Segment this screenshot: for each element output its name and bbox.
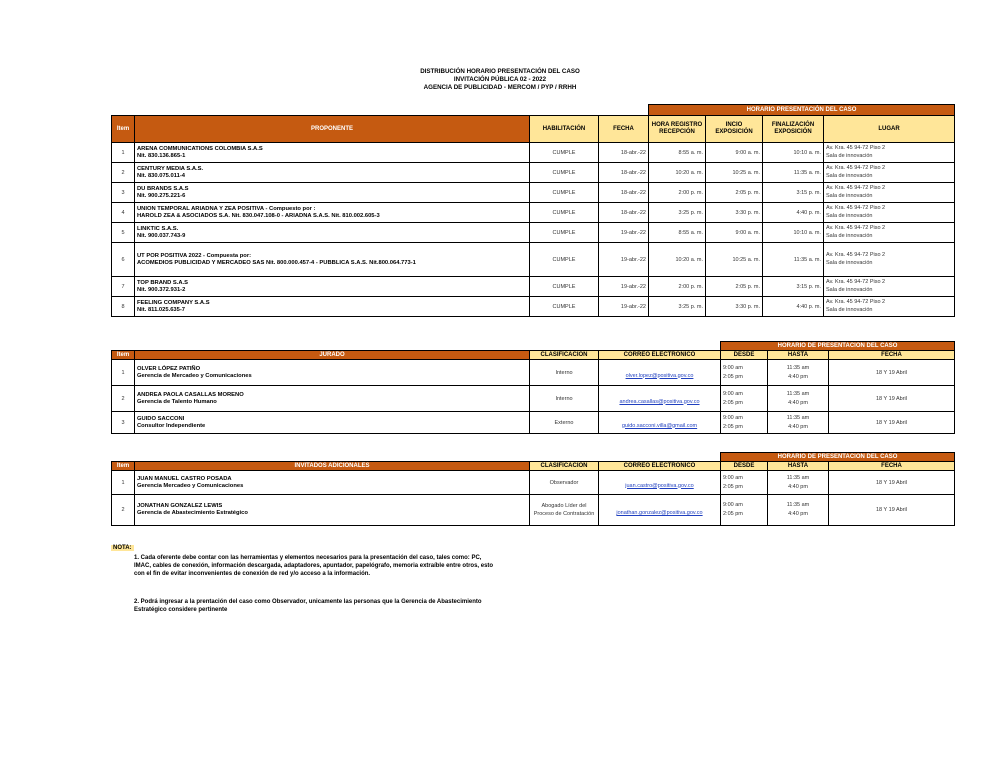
inicio: 9:00 a. m. (706, 223, 763, 243)
fecha: 18-abr.-22 (599, 203, 649, 223)
clasificacion: Interno (530, 386, 599, 412)
fecha: 18 Y 19 Abril (829, 471, 955, 495)
item-number: 1 (112, 360, 135, 386)
lugar: Av. Kra. 45 94-72 Piso 2 Sala de innovación (824, 223, 955, 243)
desde: 9:00 am 2:05 pm (721, 495, 768, 526)
col-correo: CORREO ELECTRÓNICO (599, 462, 721, 471)
item-number: 1 (112, 143, 135, 163)
col-desde: DESDE (721, 351, 768, 360)
doc-title-line3: AGENCIA DE PUBLICIDAD - MERCOM / PYP / RRHH (423, 84, 577, 91)
proponente: FEELING COMPANY S.A.S Nit. 811.025.635-7 (135, 297, 530, 317)
table-row (112, 183, 955, 203)
fecha: 18-abr.-22 (599, 163, 649, 183)
col-jurado: JURADO (135, 351, 530, 360)
finalizacion: 11:35 a. m. (763, 163, 824, 183)
col-registro: HORA REGISTRO RECEPCIÓN (649, 116, 706, 143)
col-desde: DESDE (721, 462, 768, 471)
item-number: 2 (112, 386, 135, 412)
fecha: 18 Y 19 Abril (829, 386, 955, 412)
table-row (112, 412, 955, 434)
col-correo: CORREO ELECTRÓNICO (599, 351, 721, 360)
email-cell (599, 495, 721, 526)
hasta: 11:35 am 4:40 pm (768, 386, 829, 412)
col-fecha: FECHA (599, 116, 649, 143)
item-number: 6 (112, 243, 135, 277)
fecha: 18 Y 19 Abril (829, 360, 955, 386)
inicio: 2:05 p. m. (706, 277, 763, 297)
hasta: 11:35 am 4:40 pm (768, 360, 829, 386)
lugar: Av. Kra. 45 94-72 Piso 2 Sala de innovación (824, 143, 955, 163)
email-link[interactable]: guido.sacconi.villa@gmail.com (621, 422, 698, 429)
table-row (112, 223, 955, 243)
item-number: 8 (112, 297, 135, 317)
jurado-name: GUIDO SACCONI Consultor Independiente (135, 412, 530, 434)
proponente: LINKTIC S.A.S. Nit. 900.037.743-9 (135, 223, 530, 243)
doc-title-line1: DISTRIBUCIÓN HORARIO PRESENTACIÓN DEL CASO (420, 68, 580, 75)
col-item: Item (112, 116, 135, 143)
item-number: 7 (112, 277, 135, 297)
fecha: 19-abr.-22 (599, 277, 649, 297)
finalizacion: 11:35 a. m. (763, 243, 824, 277)
group-header-row (112, 105, 955, 116)
table-row (112, 203, 955, 223)
hasta: 11:35 am 4:40 pm (768, 412, 829, 434)
nota-label: NOTA: (113, 545, 132, 551)
group-header: HORARIO DE PRESENTACIÓN DEL CASO (721, 453, 955, 462)
lugar: Av. Kra. 45 94-72 Piso 2 Sala de innovación (824, 163, 955, 183)
email-cell (599, 360, 721, 386)
email-cell (599, 412, 721, 434)
proponente: UNION TEMPORAL ARIADNA Y ZEA POSITIVA - Compuesto por : HAROLD ZEA & ASOCIADOS S.A. Nit. 830.047.108-0 - ARIADNA S.A.S. Nit. 810.002.605-3 (135, 203, 530, 223)
habilitacion: CUMPLE (530, 243, 599, 277)
fecha: 18-abr.-22 (599, 143, 649, 163)
col-finalizacion: FINALIZACIÓN EXPOSICIÓN (763, 116, 824, 143)
group-header: HORARIO DE PRESENTACIÓN DEL CASO (721, 342, 955, 351)
proponente: ARENA COMMUNICATIONS COLOMBIA S.A.S Nit. 830.136.865-1 (135, 143, 530, 163)
hasta: 11:35 am 4:40 pm (768, 495, 829, 526)
inicio: 10:25 a. m. (706, 243, 763, 277)
invitado-name: JUAN MANUEL CASTRO POSADA Gerencia Mercadeo y Comunicaciones (135, 471, 530, 495)
jurado-table (111, 341, 955, 434)
proponente: DU BRANDS S.A.S Nit. 900.275.221-6 (135, 183, 530, 203)
col-hasta: HASTA (768, 351, 829, 360)
item-number: 5 (112, 223, 135, 243)
table-row (112, 277, 955, 297)
item-number: 1 (112, 471, 135, 495)
email-link[interactable]: juan.castro@positiva.gov.co (625, 482, 694, 489)
hora-registro: 10:20 a. m. (649, 163, 706, 183)
hora-registro: 8:55 a. m. (649, 143, 706, 163)
lugar: Av. Kra. 45 94-72 Piso 2 Sala de innovación (824, 297, 955, 317)
hora-registro: 10:20 a. m. (649, 243, 706, 277)
jurado-name: ANDREA PAOLA CASALLAS MORENO Gerencia de Talento Humano (135, 386, 530, 412)
finalizacion: 3:15 p. m. (763, 277, 824, 297)
column-header-row (112, 116, 955, 143)
email-link[interactable]: andrea.casallas@positiva.gov.co (619, 398, 700, 405)
finalizacion: 4:40 p. m. (763, 203, 824, 223)
lugar: Av. Kra. 45 94-72 Piso 2 Sala de innovación (824, 203, 955, 223)
table-row (112, 471, 955, 495)
clasificacion: Observador (530, 471, 599, 495)
hora-registro: 3:25 p. m. (649, 297, 706, 317)
col-inicio: INCIO EXPOSICIÓN (706, 116, 763, 143)
habilitacion: CUMPLE (530, 297, 599, 317)
item-number: 3 (112, 412, 135, 434)
col-lugar: LUGAR (824, 116, 955, 143)
col-hasta: HASTA (768, 462, 829, 471)
table-row (112, 386, 955, 412)
fecha: 18 Y 19 Abril (829, 495, 955, 526)
table-row (112, 143, 955, 163)
desde: 9:00 am 2:05 pm (721, 471, 768, 495)
group-header-row (112, 342, 955, 351)
invitado-name: JONATHAN GONZALEZ LEWIS Gerencia de Abastecimiento Estratégico (135, 495, 530, 526)
habilitacion: CUMPLE (530, 203, 599, 223)
hora-registro: 8:55 a. m. (649, 223, 706, 243)
proponente: TOP BRAND S.A.S Nit. 900.372.931-2 (135, 277, 530, 297)
inicio: 9:00 a. m. (706, 143, 763, 163)
finalizacion: 10:10 a. m. (763, 143, 824, 163)
habilitacion: CUMPLE (530, 143, 599, 163)
proponentes-body (112, 143, 955, 317)
table-row (112, 297, 955, 317)
email-cell (599, 471, 721, 495)
inicio: 3:30 p. m. (706, 297, 763, 317)
desde: 9:00 am 2:05 pm (721, 360, 768, 386)
lugar: Av. Kra. 45 94-72 Piso 2 Sala de innovación (824, 183, 955, 203)
table-row (112, 495, 955, 526)
col-proponente: PROPONENTE (135, 116, 530, 143)
clasificacion: Interno (530, 360, 599, 386)
inicio: 3:30 p. m. (706, 203, 763, 223)
fecha: 19-abr.-22 (599, 297, 649, 317)
fecha: 19-abr.-22 (599, 243, 649, 277)
hora-registro: 2:00 p. m. (649, 277, 706, 297)
clasificacion: Externo (530, 412, 599, 434)
nota-label-wrap (111, 544, 134, 552)
finalizacion: 4:40 p. m. (763, 297, 824, 317)
item-number: 2 (112, 163, 135, 183)
col-clasificacion: CLASIFICACIÓN (530, 351, 599, 360)
hora-registro: 2:00 p. m. (649, 183, 706, 203)
col-fecha: FECHA (829, 462, 955, 471)
inicio: 2:05 p. m. (706, 183, 763, 203)
item-number: 4 (112, 203, 135, 223)
table-row (112, 163, 955, 183)
proponente: UT POR POSITIVA 2022 - Compuesta por: ACOMEDIOS PUBLICIDAD Y MERCADEO SAS Nit. 800.000.457-4 - PUBBLICA S.A.S. Nit.800.064.773-1 (135, 243, 530, 277)
nota-1: 1. Cada oferente debe contar con las herramientas y elementos necesarios para la presentación del caso, tales como: PC, IMAC, cables de conexión, información descargada, adaptadores, apuntador, papelógrafo, memoria extraíble entre otros, esto con el fin de evitar inconvenientes de conexión de red y/o acceso a la información. (134, 555, 494, 577)
proponentes-table (111, 104, 955, 317)
fecha: 19-abr.-22 (599, 223, 649, 243)
email-link[interactable]: jonathan.gonzalez@positiva.gov.co (616, 510, 703, 516)
nota-2: 2. Podrá ingresar a la prentación del caso como Observador, unicamente las personas que la Gerencia de Abastecimiento Estratégico considere pertinente (134, 599, 482, 613)
col-fecha: FECHA (829, 351, 955, 360)
clasificacion: Abogado Líder del Proceso de Contratación (530, 495, 599, 526)
desde: 9:00 am 2:05 pm (721, 412, 768, 434)
doc-title-line2: INVITACIÓN PÚBLICA 02 - 2022 (453, 76, 547, 83)
email-cell (599, 386, 721, 412)
column-header-row (112, 351, 955, 360)
group-header: HORARIO PRESENTACIÓN DEL CASO (649, 105, 955, 116)
col-habilitacion: HABILITACIÓN (530, 116, 599, 143)
fecha: 18-abr.-22 (599, 183, 649, 203)
inicio: 10:25 a. m. (706, 163, 763, 183)
table-row (112, 243, 955, 277)
col-clasificacion: CLASIFICACIÓN (530, 462, 599, 471)
lugar: Av. Kra. 45 94-72 Piso 2 Sala de innovación (824, 277, 955, 297)
col-item: Item (112, 462, 135, 471)
invitados-table (111, 452, 955, 526)
habilitacion: CUMPLE (530, 183, 599, 203)
fecha: 18 Y 19 Abril (829, 412, 955, 434)
item-number: 2 (112, 495, 135, 526)
jurado-name: OLVER LÓPEZ PATIÑO Gerencia de Mercadeo y Comunicaciones (135, 360, 530, 386)
habilitacion: CUMPLE (530, 277, 599, 297)
column-header-row (112, 462, 955, 471)
table-row (112, 360, 955, 386)
proponente: CENTURY MEDIA S.A.S. Nit. 830.075.011-4 (135, 163, 530, 183)
hasta: 11:35 am 4:40 pm (768, 471, 829, 495)
col-invitados: INVITADOS ADICIONALES (135, 462, 530, 471)
group-header-row (112, 453, 955, 462)
habilitacion: CUMPLE (530, 223, 599, 243)
item-number: 3 (112, 183, 135, 203)
email-link[interactable]: olver.lopez@positiva.gov.co (625, 372, 694, 379)
finalizacion: 3:15 p. m. (763, 183, 824, 203)
habilitacion: CUMPLE (530, 163, 599, 183)
finalizacion: 10:10 a. m. (763, 223, 824, 243)
hora-registro: 3:25 p. m. (649, 203, 706, 223)
col-item: Item (112, 351, 135, 360)
lugar: Av. Kra. 45 94-72 Piso 2 Sala de innovación (824, 243, 955, 277)
desde: 9:00 am 2:05 pm (721, 386, 768, 412)
